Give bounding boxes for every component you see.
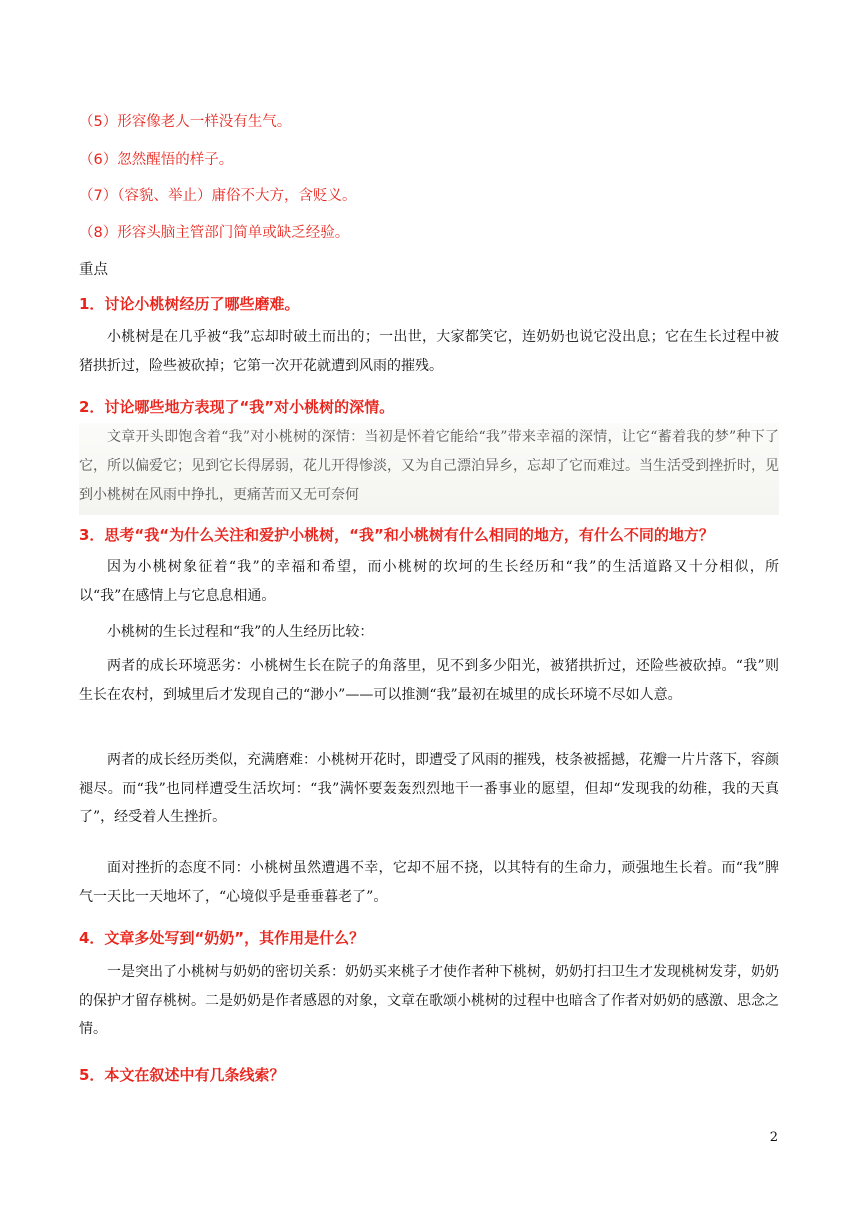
question-5-heading: 5．本文在叙述中有几条线索？ bbox=[79, 1066, 285, 1084]
definition-item-6: （6）忽然醒悟的样子。 bbox=[79, 152, 234, 168]
question-3-paragraph-3: 两者的成长环境恶劣：小桃树生长在院子的角落里，见不到多少阳光，被猪拱折过，还险些被砍掉。“我”则生长在农村，到城里后才发现自己的“渺小”——可以推测“我”最初在城里的成长环境不尽如人意。 bbox=[79, 658, 779, 703]
question-3-paragraph-1: 因为小桃树象征着“我”的幸福和希望，而小桃树的坎坷的生长经历和“我”的生活道路又十分相似，所以“我”在感情上与它息息相通。 bbox=[79, 559, 779, 604]
question-3-paragraph-4: 两者的成长经历类似，充满磨难：小桃树开花时，即遭受了风雨的摧残，枝条被摇撼，花瓣一片片落下，容颜褪尽。而“我”也同样遭受生活坎坷：“我”满怀要轰轰烈烈地干一番事业的愿望，但却“发现我的幼稚，我的天真了”，经受着人生挫折。 bbox=[79, 752, 779, 825]
page-number: 2 bbox=[769, 1130, 778, 1145]
question-3-heading: 3．思考“我“为什么关注和爱护小桃树，“我”和小桃树有什么相同的地方，有什么不同的地方？ bbox=[79, 526, 714, 544]
definition-item-7: （7）（容貌、举止）庸俗不大方，含贬义。 bbox=[79, 188, 357, 204]
definition-item-5: （5）形容像老人一样没有生气。 bbox=[79, 114, 292, 130]
question-4-answer: 一是突出了小桃树与奶奶的密切关系：奶奶买来桃子才使作者种下桃树，奶奶打扫卫生才发现桃树发芽，奶奶的保护才留存桃树。二是奶奶是作者感恩的对象，文章在歌颂小桃树的过程中也暗含了作者对奶奶的感激、思念之情。 bbox=[79, 964, 779, 1037]
question-1-heading: 1．讨论小桃树经历了哪些磨难。 bbox=[79, 295, 300, 313]
question-2-scanned-answer: 文章开头即饱含着“我”对小桃树的深情：当初是怀着它能给“我”带来幸福的深情，让它“蓄着我的梦”种下了它，所以偏爱它；见到它长得孱弱，花儿开得惨淡，又为自己漂泊异乡，忘却了它而难过。当生活受到挫折时，见到小桃树在风雨中挣扎，更痛苦而又无可奈何 bbox=[79, 423, 779, 515]
question-3-paragraph-5: 面对挫折的态度不同：小桃树虽然遭遇不幸，它却不屈不挠，以其特有的生命力，顽强地生长着。而“我”脾气一天比一天地坏了，“心境似乎是垂垂暮老了”。 bbox=[79, 860, 779, 905]
definition-item-8: （8）形容头脑主管部门简单或缺乏经验。 bbox=[79, 225, 350, 241]
question-1-answer: 小桃树是在几乎被“我”忘却时破土而出的；一出世，大家都笑它，连奶奶也说它没出息；它在生长过程中被猪拱折过，险些被砍掉；它第一次开花就遭到风雨的摧残。 bbox=[79, 329, 779, 374]
question-3-paragraph-2: 小桃树的生长过程和“我”的人生经历比较： bbox=[107, 624, 374, 640]
section-label: 重点 bbox=[79, 262, 108, 278]
question-4-heading: 4．文章多处写到“奶奶”，其作用是什么？ bbox=[79, 929, 365, 947]
question-2-heading: 2．讨论哪些地方表现了“我”对小桃树的深情。 bbox=[79, 398, 395, 416]
